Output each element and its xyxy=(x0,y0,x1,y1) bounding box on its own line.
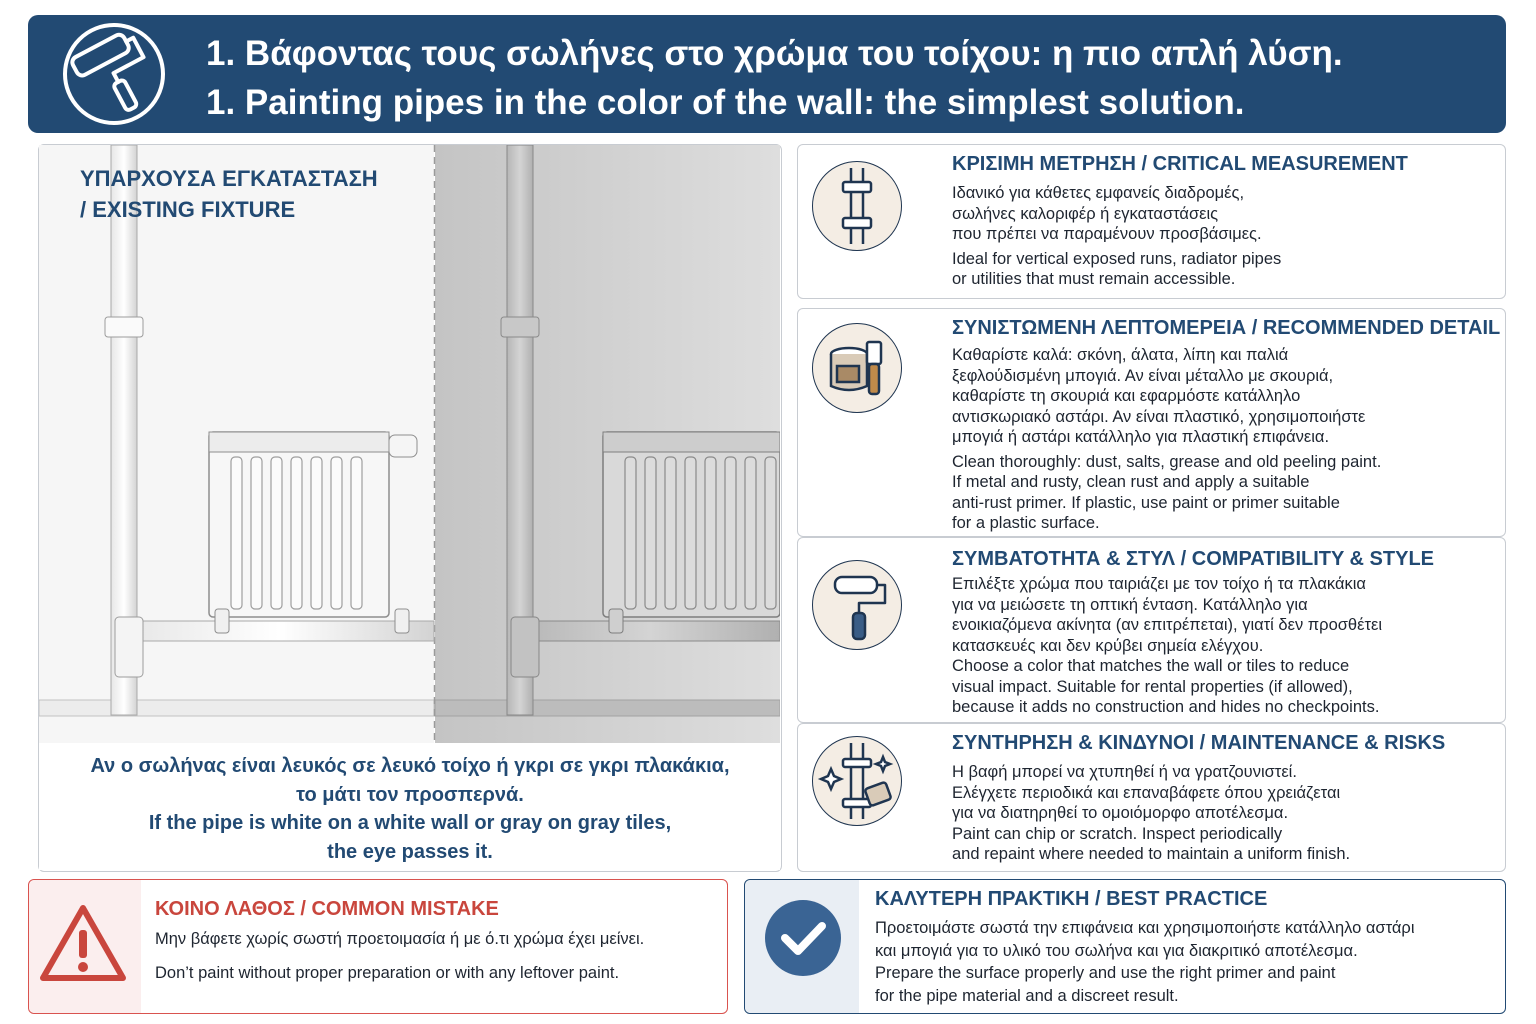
card-title: ΣΥΝΤΗΡΗΣΗ & ΚΙΝΔΥΝΟΙ / MAINTENANCE & RISKS xyxy=(952,732,1446,754)
card-line: because it adds no construction and hides no checkpoints. xyxy=(952,698,1380,716)
pipe-sparkle-sponge-icon xyxy=(812,736,902,826)
card-body xyxy=(952,183,1281,290)
card-line: Καθαρίστε καλά: σκόνη, άλατα, λίπη και παλιά xyxy=(952,346,1289,364)
existing-fixture-label-greek: ΥΠΑΡΧΟΥΣΑ ΕΓΚΑΤΑΣΤΑΣΗ xyxy=(80,166,378,191)
page-title xyxy=(206,29,1343,127)
card-line: Ελέγχετε περιοδικά και επαναβάφετε όπου χρειάζεται xyxy=(952,783,1341,802)
pipe-clamp-icon xyxy=(812,161,902,251)
card-line: or utilities that must remain accessible. xyxy=(952,270,1236,288)
caption-greek-line-2: το μάτι τον προσπερνά. xyxy=(296,783,524,806)
mistake-text-greek: Μην βάφετε χωρίς σωστή προετοιμασία ή με ό.τι χρώμα έχει μείνει. xyxy=(155,930,645,948)
common-mistake-box xyxy=(28,879,728,1014)
card-critical-measurement xyxy=(797,144,1506,299)
card-body xyxy=(952,762,1350,865)
caption-english-line-2: the eye passes it. xyxy=(327,840,493,863)
card-line: κατασκευές και δεν κρύβει σημεία ελέγχου. xyxy=(952,636,1264,655)
title-english: 1. Painting pipes in the color of the wall: the simplest solution. xyxy=(206,83,1245,122)
paint-roller-icon xyxy=(812,560,902,650)
card-line: που πρέπει να παραμένουν προσβάσιμες. xyxy=(952,225,1262,243)
paint-roller-icon xyxy=(48,21,184,127)
best-practice-text xyxy=(875,917,1415,1007)
header-banner xyxy=(28,15,1506,133)
card-recommended-detail xyxy=(797,308,1506,537)
title-greek: 1. Βάφοντας τους σωλήνες στο χρώμα του τοίχου: η πιο απλή λύση. xyxy=(206,34,1343,73)
card-line: Η βαφή μπορεί να χτυπηθεί ή να γρατζουνιστεί. xyxy=(952,763,1297,781)
card-title: ΣΥΜΒΑΤΟΤΗΤΑ & ΣΤΥΛ / COMPATIBILITY & STYLE xyxy=(952,548,1435,570)
best-practice-line: και μπογιά για το υλικό του σωλήνα και για διακριτικό αποτέλεσμα. xyxy=(875,941,1358,960)
illustration-caption xyxy=(40,752,780,866)
mistake-icon-area xyxy=(29,880,141,1013)
card-line: Ideal for vertical exposed runs, radiator pipes xyxy=(952,249,1282,268)
best-practice-icon-area xyxy=(745,880,859,1013)
checkmark-circle-icon xyxy=(745,880,859,1012)
existing-fixture-label-english: / EXISTING FIXTURE xyxy=(80,197,296,222)
existing-fixture-label xyxy=(80,163,378,225)
card-line: Ιδανικό για κάθετες εμφανείς διαδρομές, xyxy=(952,184,1245,202)
card-line: καθαρίστε τη σκουριά και εφαρμόστε κατάλληλο xyxy=(952,387,1301,405)
card-line: and repaint where needed to maintain a uniform finish. xyxy=(952,845,1351,863)
card-line: visual impact. Suitable for rental properties (if allowed), xyxy=(952,677,1353,696)
card-line: για να μειώσετε τη οπτική ένταση. Κατάλληλο για xyxy=(952,595,1308,614)
card-line: If metal and rusty, clean rust and apply a suitable xyxy=(952,473,1310,491)
card-line: αντισκωριακό αστάρι. Αν είναι πλαστικό, χρησιμοποιήστε xyxy=(952,407,1366,426)
best-practice-title: ΚΑΛΥΤΕΡΗ ΠΡΑΚΤΙΚΗ / BEST PRACTICE xyxy=(875,888,1268,910)
card-body xyxy=(952,345,1381,534)
best-practice-line: Prepare the surface properly and use the right primer and paint xyxy=(875,964,1336,982)
card-body xyxy=(952,574,1382,718)
card-line: Clean thoroughly: dust, salts, grease and old peeling paint. xyxy=(952,452,1382,471)
mistake-title: ΚΟΙΝΟ ΛΑΘΟΣ / COMMON MISTAKE xyxy=(155,898,499,920)
card-line: μπογιά ή αστάρι κατάλληλο για πλαστική επιφάνεια. xyxy=(952,428,1330,446)
card-compatibility-style xyxy=(797,537,1506,723)
warning-triangle-icon xyxy=(29,880,141,1012)
card-line: για να διατηρηθεί το ομοιόμορφο αποτέλεσμα. xyxy=(952,804,1289,822)
card-line: ενοικιαζόμενα ακίνητα (αν επιτρέπεται), γιατί δεν προσθέτει xyxy=(952,616,1382,634)
card-line: ξεφλούδισμένη μπογιά. Αν είναι μέταλλο με σκουριά, xyxy=(952,366,1334,385)
caption-greek-line-1: Αν ο σωλήνας είναι λευκός σε λευκό τοίχο ή γκρι σε γκρι πλακάκια, xyxy=(90,755,730,777)
best-practice-line: for the pipe material and a discreet result. xyxy=(875,986,1179,1005)
best-practice-line: Προετοιμάστε σωστά την επιφάνεια και χρησιμοποιήστε κατάλληλο αστάρι xyxy=(875,919,1415,937)
best-practice-box xyxy=(744,879,1506,1014)
card-maintenance-risks xyxy=(797,723,1506,872)
card-title: ΚΡΙΣΙΜΗ ΜΕΤΡΗΣΗ / CRITICAL MEASUREMENT xyxy=(952,153,1408,175)
card-line: Choose a color that matches the wall or tiles to reduce xyxy=(952,657,1350,675)
card-line: Paint can chip or scratch. Inspect periodically xyxy=(952,824,1283,843)
card-line: anti-rust primer. If plastic, use paint or primer suitable xyxy=(952,493,1340,512)
card-line: for a plastic surface. xyxy=(952,514,1100,532)
card-title: ΣΥΝΙΣΤΩΜΕΝΗ ΛΕΠΤΟΜΕΡΕΙΑ / RECOMMENDED DETAIL xyxy=(952,317,1501,339)
card-line: Επιλέξτε χρώμα που ταιριάζει με τον τοίχο ή τα πλακάκια xyxy=(952,575,1366,593)
mistake-text-english: Don’t paint without proper preparation or with any leftover paint. xyxy=(155,964,620,982)
caption-english-line-1: If the pipe is white on a white wall or gray on gray tiles, xyxy=(148,812,672,834)
paint-can-brush-icon xyxy=(812,323,902,413)
card-line: σωλήνες καλοριφέρ ή εγκαταστάσεις xyxy=(952,204,1219,223)
